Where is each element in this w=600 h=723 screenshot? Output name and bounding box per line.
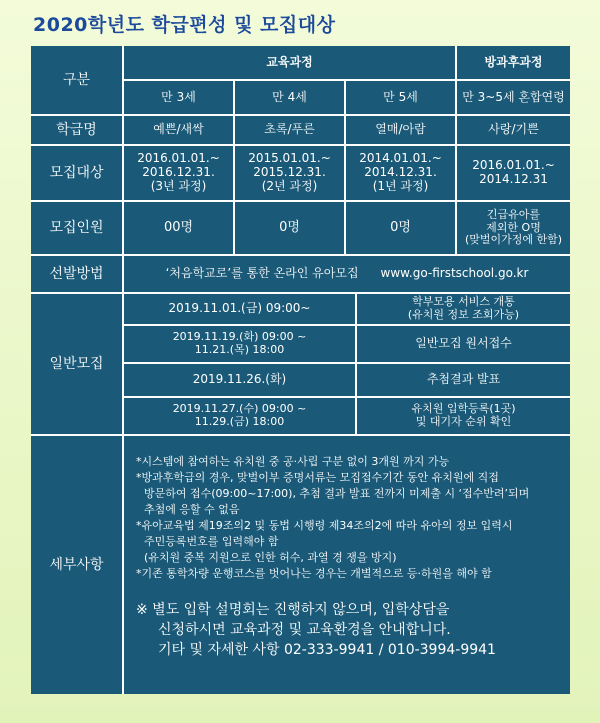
general-row1-date: 2019.11.01.(금) 09:00~ (124, 294, 355, 324)
age-3-header: 만 3세 (124, 81, 233, 114)
notice-line-2: 신청하시면 교육과정 및 교육환경을 안내합니다. (158, 622, 451, 638)
details-line-6: 주민등록번호를 입력해야 함 (144, 535, 279, 548)
target-mixed-end: 2014.12.31 (479, 172, 548, 186)
target-age5-end: 2014.12.31. (364, 165, 437, 180)
recruitment-table (31, 46, 570, 694)
general-row1-desc-line2: (유치원 정보 조회가능) (407, 308, 520, 321)
curriculum-header: 교육과정 (124, 46, 455, 79)
mixed-age-header: 만 3~5세 혼합연령 (457, 81, 570, 114)
details-line-8: *기존 통학차량 운행코스를 벗어나는 경우는 개별적으로 등·하원을 해야 함 (136, 567, 492, 580)
details-body (124, 436, 570, 694)
headcount-mixed (457, 202, 570, 254)
details-line-2: *방과후학급의 경우, 맞벌이부 증명서류는 모집접수기간 동안 유치원에 직접 (136, 471, 499, 484)
details-line-3: 방문하여 접수(09:00~17:00), 추첨 결과 발표 전까지 미제출 시 ‘접수반려’되며 (144, 487, 530, 500)
target-age4-end: 2015.12.31. (253, 165, 326, 180)
general-row4-date-line1: 2019.11.27.(수) 09:00 ~ (172, 402, 307, 416)
selection-text: ‘처음학교로’를 통한 온라인 유아모집 (165, 266, 359, 281)
class-name-age4: 초록/푸른 (235, 116, 344, 144)
headcount-age4: 0명 (235, 202, 344, 254)
page-title: 2020학년도 학급편성 및 모집대상 (33, 14, 336, 36)
headcount-age5: 0명 (346, 202, 455, 254)
target-age3 (124, 146, 233, 200)
selection-url: www.go-firstschool.go.kr (380, 266, 529, 281)
general-recruit-label: 일반모집 (31, 294, 122, 434)
general-row3-desc: 추첨결과 발표 (357, 364, 570, 396)
category-header: 구분 (31, 46, 122, 114)
general-row1-desc (357, 294, 570, 324)
after-school-header: 방과후과정 (457, 46, 570, 79)
age-5-header: 만 5세 (346, 81, 455, 114)
details-line-4: 추첨에 응할 수 없음 (144, 503, 240, 516)
target-age5 (346, 146, 455, 200)
class-name-age5: 열매/아람 (346, 116, 455, 144)
target-age3-course: (3년 과정) (150, 178, 207, 193)
class-name-label: 학급명 (31, 116, 122, 144)
notice-line-3: 기타 및 자세한 사항 02-333-9941 / 010-3994-9941 (158, 642, 496, 658)
target-age3-end: 2016.12.31. (142, 165, 215, 180)
general-row2-desc: 일반모집 원서접수 (357, 326, 570, 362)
headcount-mixed-line2: 제외한 O명 (486, 220, 541, 234)
headcount-mixed-line3: (맞벌이가정에 한함) (464, 233, 563, 247)
target-age4 (235, 146, 344, 200)
target-age4-start: 2015.01.01.~ (248, 151, 331, 166)
general-row4-date-line2: 11.29.(금) 18:00 (194, 415, 285, 428)
target-age5-start: 2014.01.01.~ (359, 151, 442, 166)
details-line-5: *유아교육법 제19조의2 및 동법 시행령 제34조의2에 따라 유아의 정보 입력시 (136, 519, 513, 532)
target-mixed-start: 2016.01.01.~ (472, 158, 555, 173)
target-mixed (457, 146, 570, 200)
general-row1-desc-line1: 학부모용 서비스 개통 (412, 295, 515, 309)
general-row4-date (124, 398, 355, 434)
general-row4-desc-line1: 유치원 입학등록(1곳) (411, 402, 516, 416)
general-row4-desc-line2: 및 대기자 순위 확인 (415, 415, 512, 428)
class-name-age3: 예쁜/새싹 (124, 116, 233, 144)
general-row4-desc (357, 398, 570, 434)
details-line-1: *시스템에 참여하는 유치원 중 공·사립 구분 없이 3개원 까지 가능 (136, 455, 450, 468)
general-row2-date-line1: 2019.11.19.(화) 09:00 ~ (172, 330, 307, 344)
headcount-age3: 00명 (124, 202, 233, 254)
notice-line-1: ※ 별도 입학 설명회는 진행하지 않으며, 입학상담을 (136, 602, 450, 618)
selection-label: 선발방법 (31, 256, 122, 292)
details-label: 세부사항 (31, 436, 122, 694)
selection-method (124, 256, 570, 292)
details-notice (136, 600, 496, 660)
general-row2-date (124, 326, 355, 362)
headcount-mixed-line1: 긴급유아를 (486, 208, 541, 222)
class-name-mixed: 사랑/기쁜 (457, 116, 570, 144)
age-4-header: 만 4세 (235, 81, 344, 114)
target-age3-start: 2016.01.01.~ (137, 151, 220, 166)
general-row2-date-line2: 11.21.(목) 18:00 (194, 343, 285, 356)
headcount-label: 모집인원 (31, 202, 122, 254)
target-age4-course: (2년 과정) (261, 178, 318, 193)
target-age5-course: (1년 과정) (372, 178, 429, 193)
details-line-7: (유치원 중복 지원으로 인한 허수, 과열 경 쟁을 방지) (144, 551, 397, 564)
target-label: 모집대상 (31, 146, 122, 200)
general-row3-date: 2019.11.26.(화) (124, 364, 355, 396)
